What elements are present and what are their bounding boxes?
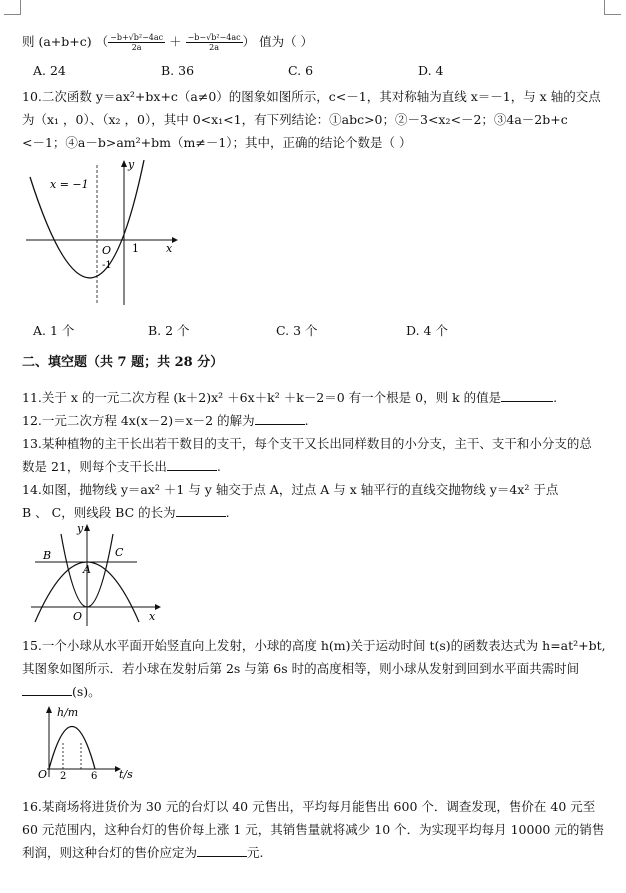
- label-minus-one: -1: [102, 260, 112, 271]
- section-title: 二、填空题（共 7 题；共 28 分）: [22, 355, 224, 370]
- label-c: C: [115, 546, 124, 559]
- q9-stem-suffix: 值为（ ）: [255, 34, 314, 49]
- label-origin: O: [73, 610, 83, 623]
- q16-line-3: 利润，则这种台灯的售价应定为 元.: [22, 845, 264, 860]
- label-origin: O: [38, 768, 48, 781]
- q14-line-2: B 、 C，则线段 BC 的长为 .: [22, 505, 230, 520]
- q15-answer-blank[interactable]: [22, 683, 72, 696]
- q10-option-a[interactable]: A. 1 个: [33, 323, 75, 338]
- q10-option-c[interactable]: C. 3 个: [276, 323, 318, 338]
- label-symmetry-line: x = −1: [50, 178, 89, 191]
- label-y: y: [128, 158, 135, 171]
- q9-fraction-1: $\frac{\text{−b+√b²−4ac}}{2a}$: [110, 33, 164, 52]
- q15-height-time-graph: [35, 702, 140, 782]
- q14-line-1: 14.如图，抛物线 y＝ax² ＋1 与 y 轴交于点 A，过点 A 与 x 轴平行的直线交抛物线 y＝4x² 于点: [22, 482, 559, 497]
- label-t2: 2: [60, 771, 67, 782]
- q16-line-1: 16.某商场将进货价为 30 元的台灯以 40 元售出，平均每月能售出 600 个．调查发现，售价在 40 元至: [22, 799, 596, 814]
- q13-line-2: 数是 21，则每个支干长出 .: [22, 459, 221, 474]
- corner-mark-right: [604, 0, 621, 15]
- label-y: y: [77, 522, 84, 535]
- label-one: 1: [132, 242, 139, 255]
- label-b: B: [43, 549, 52, 562]
- q16-answer-blank[interactable]: [197, 844, 247, 857]
- q10-option-d[interactable]: D. 4 个: [406, 323, 448, 338]
- trajectory-curve: [49, 727, 95, 770]
- q9-option-c[interactable]: C. 6: [288, 63, 314, 78]
- q9-option-a[interactable]: A. 24: [33, 63, 66, 78]
- label-x: x: [166, 242, 173, 255]
- q12: 12.一元二次方程 4x(x－2)＝x－2 的解为 .: [22, 413, 309, 428]
- q16-line-2: 60 元范围内，这种台灯的售价每上涨 1 元，其销售量就将减少 10 个．为实现平均每月 10000 元的销售: [22, 822, 605, 837]
- q9-fraction-2: $\frac{\text{−b−√b²−4ac}}{2a}$: [187, 33, 241, 52]
- q10-line-2: 为（x₁ ，0）、（x₂ ，0），其中 0<x₁<1，有下列结论：①abc>0；②－3<x₂<－2；③4a－2b+c: [22, 112, 568, 127]
- q11-answer-blank[interactable]: [501, 389, 553, 402]
- q9-option-d[interactable]: D. 4: [418, 63, 444, 78]
- q15-line-3: (s)。: [22, 682, 101, 700]
- label-a: A: [83, 563, 91, 576]
- q10-line-3: <－1；④a－b>am²+bm（m≠－1）；其中，正确的结论个数是（ ）: [22, 135, 412, 150]
- q9-option-b[interactable]: B. 36: [161, 63, 195, 78]
- q15-line-1: 15.一个小球从水平面开始竖直向上发射，小球的高度 h(m)关于运动时间 t(s)的函数表达式为 h=at²+bt,: [22, 638, 606, 653]
- corner-mark-left: [4, 0, 21, 15]
- q14-two-parabolas-graph: [25, 522, 165, 630]
- q10-option-b[interactable]: B. 2 个: [148, 323, 190, 338]
- q14-answer-blank[interactable]: [176, 504, 226, 517]
- q13-line-1: 13.某种植物的主干长出若干数目的支干，每个支干又长出同样数目的小分支，主干、支干和小分支的总: [22, 436, 592, 451]
- q13-answer-blank[interactable]: [167, 458, 217, 471]
- label-x: x: [149, 610, 156, 623]
- q11: 11.关于 x 的一元二次方程 (k＋2)x² ＋6x＋k² ＋k－2＝0 有一个根是 0，则 k 的值是 .: [22, 390, 558, 405]
- q9-stem-prefix: 则 (a+b+c): [22, 34, 96, 49]
- q10-line-1: 10.二次函数 y＝ax²+bx+c（a≠0）的图象如图所示，c<－1，其对称轴为直线 x＝－1，与 x 轴的交点: [22, 89, 601, 104]
- label-t6: 6: [91, 771, 98, 782]
- label-origin: O: [102, 244, 112, 257]
- q10-parabola-graph: [22, 155, 182, 315]
- q15-line-2: 其图象如图所示．若小球在发射后第 2s 与第 6s 时的高度相等，则小球从发射到回到水平面共需时间: [22, 661, 580, 676]
- q12-answer-blank[interactable]: [255, 412, 305, 425]
- label-h: h/m: [57, 706, 79, 719]
- label-t: t/s: [119, 768, 133, 781]
- q9-stem: 则 (a+b+c) （ $\frac{\text{−b+√b²−4ac}}{2a}$ ＋ $\frac{\text{−b−√b²−4ac}}{2a}$） 值为（ ）: [22, 33, 314, 52]
